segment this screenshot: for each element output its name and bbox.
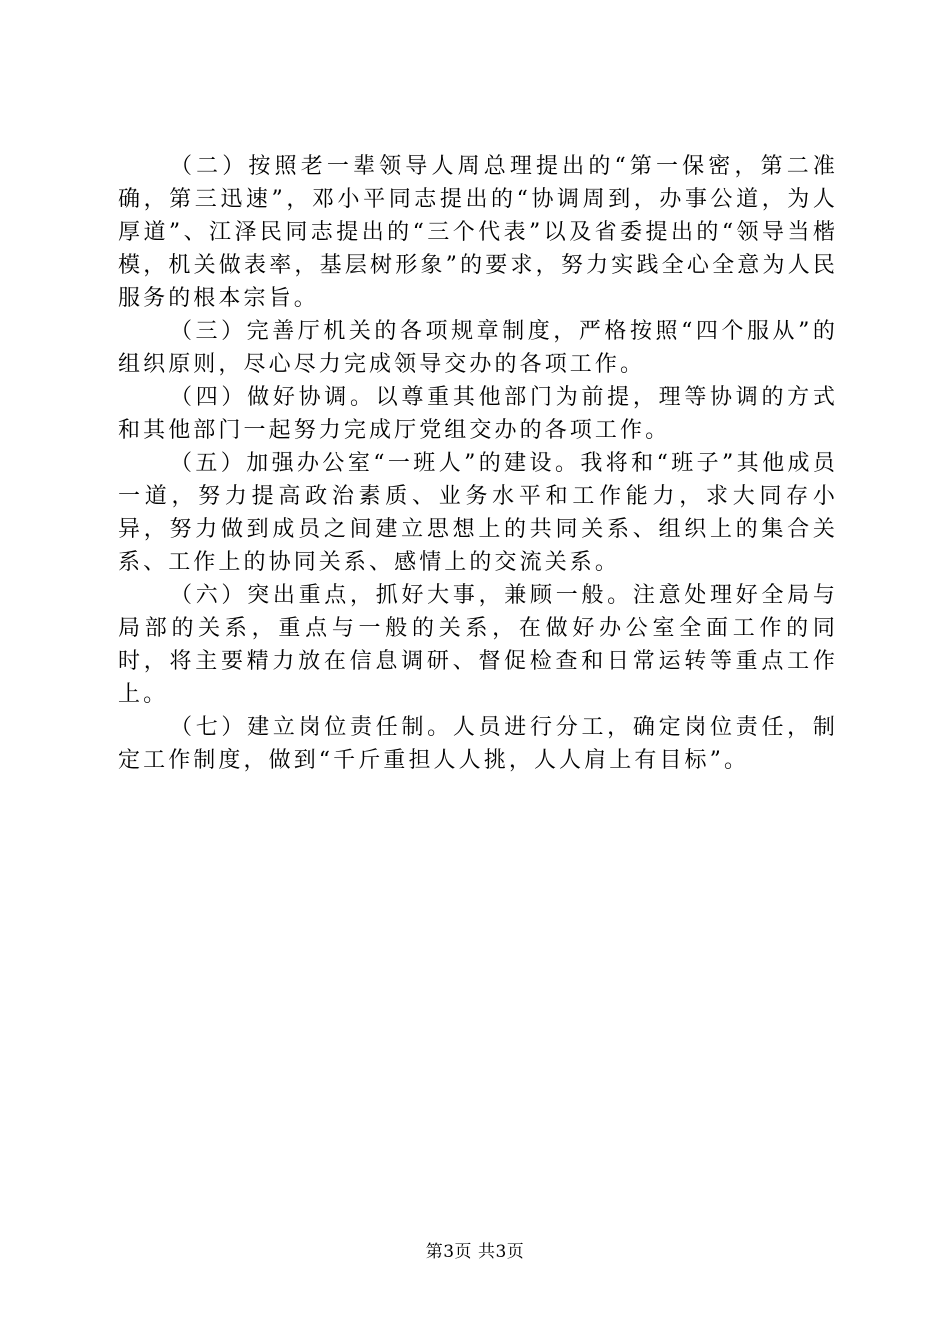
paragraph-5: （五）加强办公室“一班人”的建设。我将和“班子”其他成员一道，努力提高政治素质、业务水平和工作能力，求大同存小异，努力做到成员之间建立思想上的共同关系、组织上的集合关系、工作上的协同关系、感情上的交流关系。 — [118, 451, 838, 575]
paragraph-4: （四）做好协调。以尊重其他部门为前提，理等协调的方式和其他部门一起努力完成厅党组交办的各项工作。 — [118, 385, 838, 443]
paragraph-2: （二）按照老一辈领导人周总理提出的“第一保密，第二准确，第三迅速”，邓小平同志提出的“协调周到，办事公道，为人厚道”、江泽民同志提出的“三个代表”以及省委提出的“领导当楷模，机关做表率，基层树形象”的要求，努力实践全心全意为人民服务的根本宗旨。 — [118, 154, 838, 311]
paragraph-3: （三）完善厅机关的各项规章制度，严格按照“四个服从”的组织原则，尽心尽力完成领导交办的各项工作。 — [118, 319, 838, 377]
paragraph-6: （六）突出重点，抓好大事，兼顾一般。注意处理好全局与局部的关系，重点与一般的关系，在做好办公室全面工作的同时，将主要精力放在信息调研、督促检查和日常运转等重点工作上。 — [118, 583, 838, 707]
page-number-footer: 第3页 共3页 — [425, 1242, 525, 1262]
document-body — [118, 150, 838, 777]
paragraph-7: （七）建立岗位责任制。人员进行分工，确定岗位责任，制定工作制度，做到“千斤重担人人挑，人人肩上有目标”。 — [118, 715, 838, 773]
